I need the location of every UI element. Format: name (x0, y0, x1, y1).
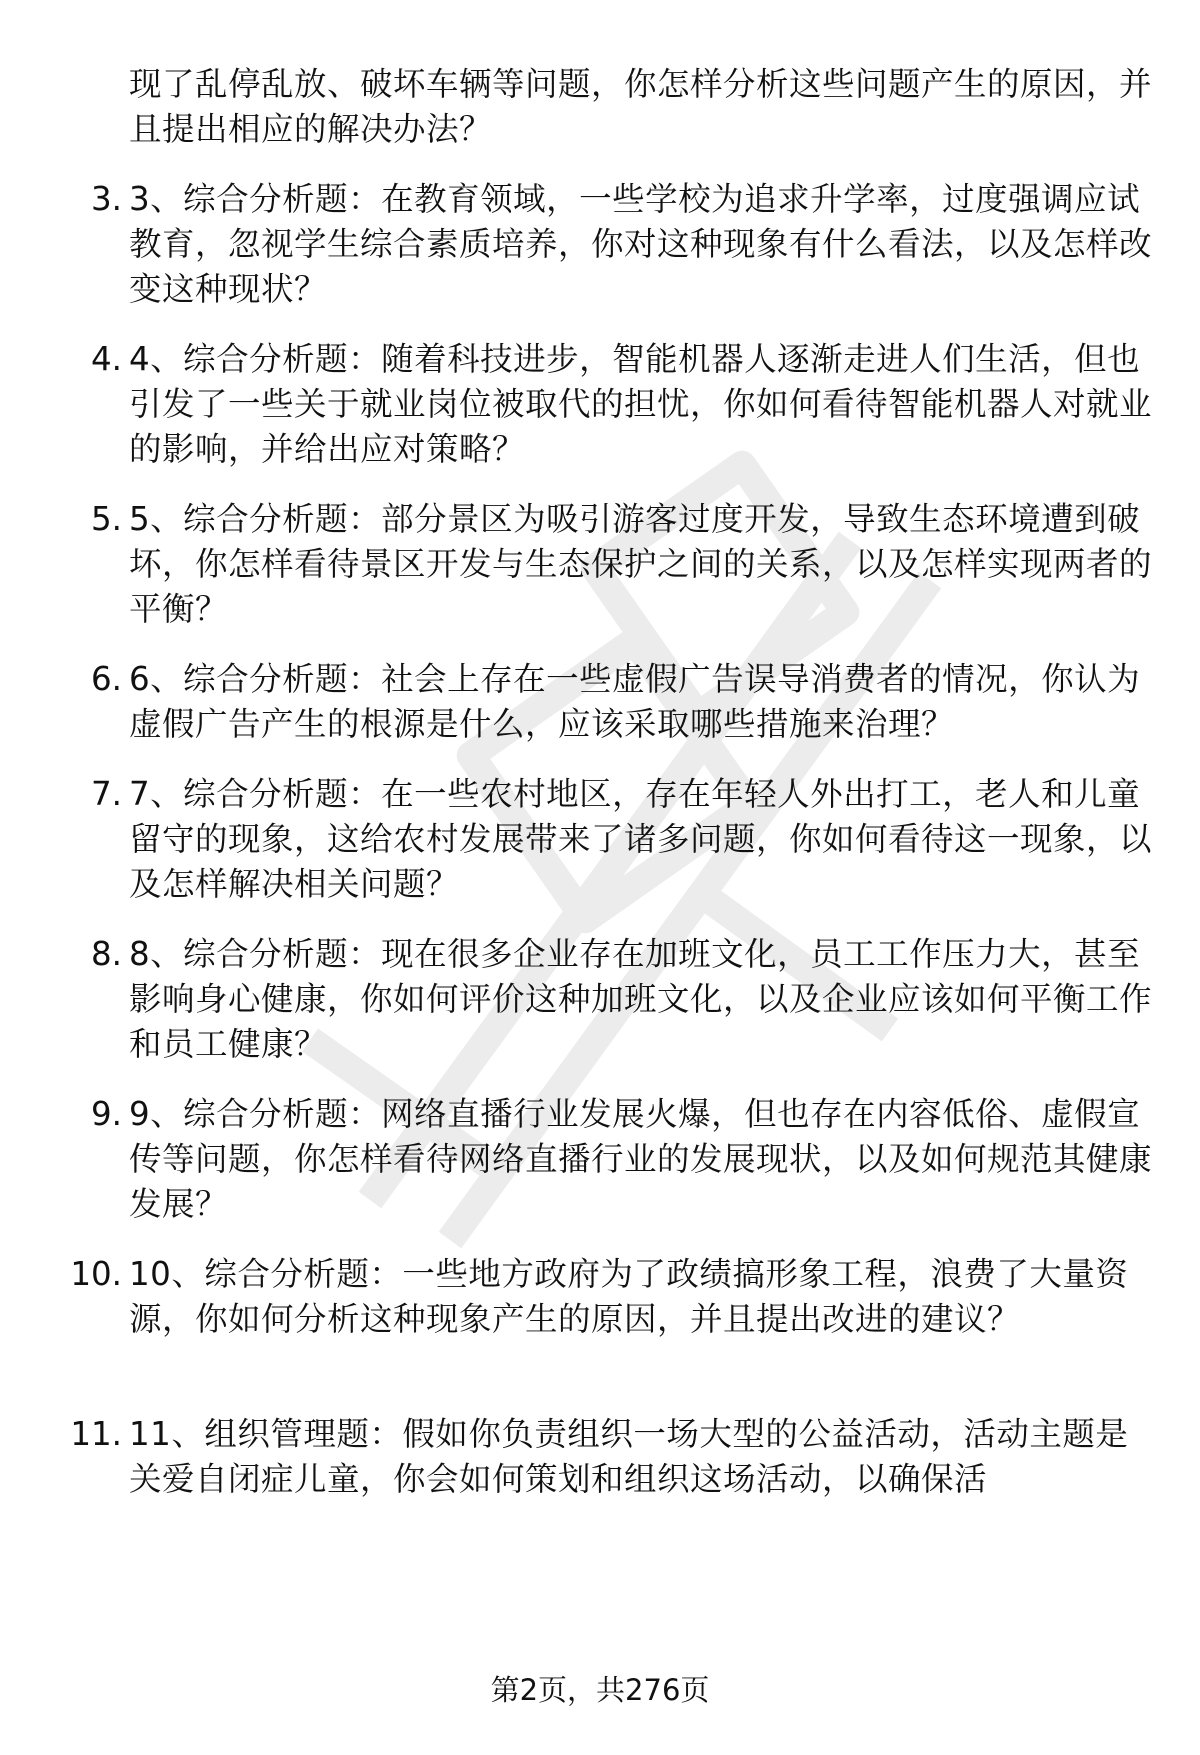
item-text: 9、综合分析题：网络直播行业发展火爆，但也存在内容低俗、虚假宣传等问题，你怎样看待网络直播行业的发展现状，以及如何规范其健康发展？ (129, 1095, 1153, 1223)
item-text: 8、综合分析题：现在很多企业存在加班文化，员工工作压力大，甚至影响身心健康，你如何评价这种加班文化，以及企业应该如何平衡工作和员工健康？ (129, 935, 1153, 1063)
item-text: 6、综合分析题：社会上存在一些虚假广告误导消费者的情况，你认为虚假广告产生的根源是什么，应该采取哪些措施来治理？ (129, 660, 1141, 743)
item-text: 5、综合分析题：部分景区为吸引游客过度开发，导致生态环境遭到破坏，你怎样看待景区开发与生态保护之间的关系，以及怎样实现两者的平衡？ (129, 500, 1153, 628)
item-number: 6. (90, 660, 122, 698)
item-text: 4、综合分析题：随着科技进步，智能机器人逐渐走进人们生活，但也引发了一些关于就业岗位被取代的担忧，你如何看待智能机器人对就业的影响，并给出应对策略？ (129, 340, 1153, 468)
item-number: 9. (90, 1095, 122, 1133)
item-number: 10. (70, 1255, 122, 1293)
item-number: 8. (90, 935, 122, 973)
item-number: 3. (90, 180, 122, 218)
item-text: 7、综合分析题：在一些农村地区，存在年轻人外出打工，老人和儿童留守的现象，这给农村发展带来了诸多问题，你如何看待这一现象，以及怎样解决相关问题？ (129, 775, 1153, 903)
item-text: 10、综合分析题：一些地方政府为了政绩搞形象工程，浪费了大量资源，你如何分析这种现象产生的原因，并且提出改进的建议？ (129, 1255, 1129, 1338)
page-footer: 第2页，共276页 (490, 1673, 710, 1707)
item-number: 7. (90, 775, 122, 813)
item-text: 11、组织管理题：假如你负责组织一场大型的公益活动，活动主题是关爱自闭症儿童，你会如何策划和组织这场活动，以确保活 (129, 1415, 1129, 1498)
item-text: 3、综合分析题：在教育领域，一些学校为追求升学率，过度强调应试教育，忽视学生综合素质培养，你对这种现象有什么看法，以及怎样改变这种现状？ (129, 180, 1153, 308)
continued-question-text: 现了乱停乱放、破坏车辆等问题，你怎样分析这些问题产生的原因，并且提出相应的解决办法？ (129, 65, 1153, 148)
item-number: 11. (70, 1415, 122, 1453)
item-number: 5. (90, 500, 122, 538)
item-number: 4. (90, 340, 122, 378)
